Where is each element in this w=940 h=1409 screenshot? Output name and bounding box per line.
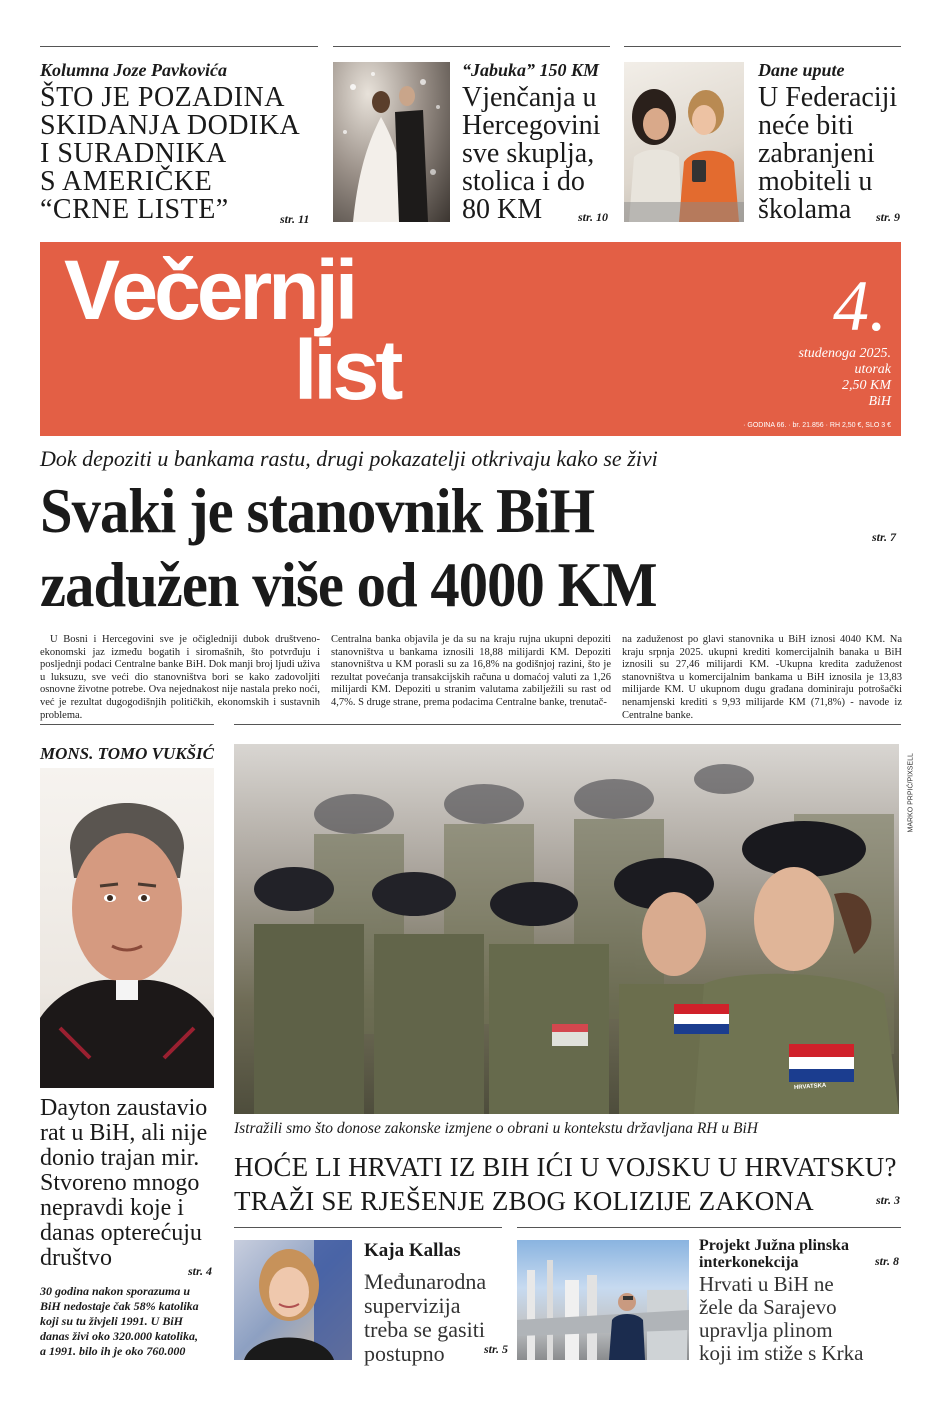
- headline-line: žele da Sarajevo: [699, 1295, 837, 1319]
- teaser-kicker: Dane upute: [758, 60, 845, 80]
- teaser-kicker: “Jabuka” 150 KM: [462, 60, 600, 80]
- headline-line: S AMERIČKE: [40, 166, 213, 197]
- lead-page-ref: str. 7: [872, 530, 897, 544]
- page-ref: str. 9: [876, 210, 901, 224]
- bottom-rule-2: [517, 1227, 901, 1228]
- headline-line: treba se gasiti: [364, 1317, 485, 1342]
- headline-line: danas opterećuju: [40, 1220, 202, 1246]
- teaser-kicker: Kolumna Joze Pavkovića: [40, 60, 227, 80]
- top-rule-3: [624, 46, 901, 47]
- column-subtext: [40, 1284, 220, 1359]
- headline-line: nepravdi koje i: [40, 1195, 184, 1221]
- headline-line: društvo: [40, 1245, 112, 1271]
- teaser-kallas[interactable]: [364, 1240, 514, 1366]
- headline-line: stolica i do: [462, 166, 585, 197]
- top-rule-2: [333, 46, 610, 47]
- page-ref: str. 10: [578, 210, 609, 224]
- flag-badge-text: HRVATSKA: [793, 1082, 827, 1092]
- headline-line: Dayton zaustavio: [40, 1095, 208, 1121]
- lead-kicker: Dok depoziti u bankama rastu, drugi pokazatelji otkrivaju kako se živi: [40, 446, 658, 471]
- sub-line: 30 godina nakon sporazuma u: [40, 1284, 191, 1298]
- headline-line: Vjenčanja u: [462, 82, 597, 113]
- kicker-line: Projekt Južna plinska: [699, 1237, 849, 1254]
- teaser-wedding[interactable]: [462, 60, 612, 224]
- column-page-ref: str. 4: [188, 1264, 213, 1278]
- headline-line: sve skuplja,: [462, 138, 595, 169]
- vuksic-portrait: [40, 768, 214, 1088]
- page-ref: str. 5: [484, 1342, 509, 1356]
- region: BiH: [868, 394, 891, 409]
- lead-body-col-3: na zaduženost po glavi stanovnika u BiH iznosi 4040 KM. Na kraju srpnja 2025. ukupni krediti komercijalnih banaka u BiH iznosili su 27,46 milijardi KM. -Ukupna kredita zaduženost stanovništva u komercijalnim bankama u BiH iznosila je 13,83 milijarde KM. U ukupnom dugu građana dominiraju potrošački nenamjenski krediti s 9,93 milijarde KM (71,8%) - navode iz Centralne banke.: [622, 634, 902, 721]
- teaser-headline: [462, 84, 612, 224]
- headline-line: mobiteli u: [758, 166, 873, 197]
- issue-day: 4.: [833, 266, 887, 346]
- teaser-headline: [758, 84, 908, 224]
- headline-line: U Federaciji: [758, 82, 898, 113]
- masthead-logo[interactable]: [64, 243, 400, 417]
- main-headline-line: HOĆE LI HRVATI IZ BIH IĆI U VOJSKU U HRVATSKU?: [234, 1152, 897, 1182]
- price: 2,50 KM: [842, 378, 891, 393]
- headline-line: Hercegovini: [462, 110, 601, 141]
- month-year: studenoga 2025.: [798, 346, 891, 361]
- lead-headline[interactable]: [40, 474, 849, 622]
- issue-info: · GODINA 66. · br. 21.856 · RH 2,50 €, SLO 3 €: [743, 422, 891, 429]
- headline-line: neće biti: [758, 110, 854, 141]
- kallas-photo: [234, 1240, 352, 1360]
- main-headline-line: TRAŽI SE RJEŠENJE ZBOG KOLIZIJE ZAKONA: [234, 1186, 814, 1216]
- lead-headline-line: zadužen više od 4000 KM: [40, 550, 657, 620]
- main-caption: Istražili smo što donose zakonske izmjene o obrani u kontekstu državljana RH u BiH: [234, 1120, 758, 1137]
- lead-headline-line: Svaki je stanovnik BiH: [40, 476, 595, 546]
- main-story-rule: [234, 724, 901, 725]
- page-ref: str. 8: [875, 1254, 900, 1268]
- kicker-line: interkonekcija: [699, 1254, 799, 1271]
- headline-line: Hrvati u BiH ne: [699, 1272, 834, 1296]
- soldiers-photo: [234, 744, 899, 1114]
- headline-line: koji im stiže s Krka: [699, 1341, 864, 1365]
- weekday: utorak: [854, 362, 891, 377]
- headline-line: Stvoreno mnogo: [40, 1170, 200, 1196]
- headline-line: zabranjeni: [758, 138, 875, 169]
- sub-line: BiH nedostaje čak 58% katolika: [40, 1299, 199, 1313]
- headline-line: Međunarodna: [364, 1269, 487, 1294]
- lead-body-col-1: U Bosni i Hercegovini sve je očigledniji dubok društveno-ekonomski jaz između bogatih i siromašnih, što potvrđuju i posljednji podaci Centralne banke BiH. Dok manji broj ljudi uživa u luksuzu, sve veći dio stanovništva bori se kako zadovoljiti osnovne životne potrebe. Ova nejednakost nije nastala preko noći, već je rezultat dugogodišnjih političkih, ekonomskih i sustavnih problema.: [40, 634, 320, 721]
- headline-line: postupno: [364, 1341, 445, 1366]
- column-headline[interactable]: [40, 1096, 220, 1271]
- sub-line: danas živi oko 320.000 katolika,: [40, 1329, 199, 1343]
- main-headline[interactable]: [234, 1150, 914, 1218]
- headline-line: školama: [758, 194, 852, 225]
- issue-date-block: [798, 346, 891, 410]
- teaser-headline: [40, 84, 320, 224]
- masthead: [40, 242, 901, 436]
- logo-line-1: Večernji: [64, 243, 355, 337]
- teaser-mobiles[interactable]: [758, 60, 908, 224]
- headline-line: ŠTO JE POZADINA: [40, 82, 285, 113]
- wedding-photo: [333, 62, 450, 222]
- page-ref: str. 11: [280, 212, 310, 226]
- headline-line: I SURADNIKA: [40, 138, 227, 169]
- lead-body-col-2: Centralna banka objavila je da su na kraju rujna ukupni depoziti stanovništva u bankama iznosili 18,88 milijardi KM. Depoziti stanovništva u KM porasli su za 16,8% na godišnjoj razini, što je rezultat povećanja transakcijskih računa u domaćoj valuti za 1,26 milijardi KM. Depoziti u stranim valutama zabilježili su rast od 4,7%. S druge strane, prema podacima Centralne banke, trenutač-: [331, 634, 611, 708]
- teaser-gas[interactable]: [699, 1237, 909, 1365]
- main-page-ref: str. 3: [876, 1193, 901, 1207]
- headline-line: SKIDANJA DODIKA: [40, 110, 301, 141]
- teaser-headline: [699, 1273, 909, 1365]
- sub-line: a 1991. bilo ih je oko 760.000: [40, 1344, 186, 1358]
- children-phone-photo: [624, 62, 744, 222]
- logo-line-2: list: [294, 323, 400, 417]
- headline-line: donio trajan mir.: [40, 1145, 200, 1171]
- sub-line: koji su tu živjeli 1991. U BiH: [40, 1314, 184, 1328]
- teaser-kicker: Kaja Kallas: [364, 1240, 461, 1261]
- headline-line: 80 KM: [462, 194, 543, 225]
- headline-line: upravlja plinom: [699, 1318, 833, 1342]
- column-author: MONS. TOMO VUKŠIĆ: [40, 744, 214, 763]
- photo-credit-wrap: [906, 744, 916, 834]
- photo-credit: MARKO PRPIĆ/PIXSELL: [907, 753, 915, 833]
- top-rule-1: [40, 46, 318, 47]
- headline-line: “CRNE LISTE”: [40, 194, 229, 225]
- teaser-pavkovic[interactable]: [40, 60, 320, 224]
- left-col-rule: [40, 724, 214, 725]
- bottom-rule-1: [234, 1227, 502, 1228]
- gas-terminal-photo: [517, 1240, 689, 1360]
- headline-line: supervizija: [364, 1293, 461, 1318]
- headline-line: rat u BiH, ali nije: [40, 1120, 208, 1146]
